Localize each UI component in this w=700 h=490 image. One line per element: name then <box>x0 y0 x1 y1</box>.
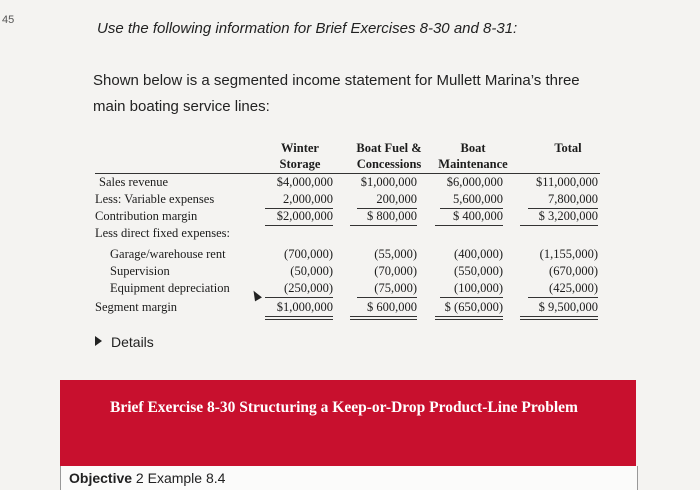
total-rule <box>265 316 333 317</box>
row-label-supervision: Supervision <box>110 264 170 278</box>
cell: $1,000,000 <box>276 300 333 314</box>
column-header-boat-maintenance: Boat Maintenance <box>438 141 508 171</box>
row-label-variable-expenses: Less: Variable expenses <box>95 192 215 206</box>
total-rule <box>350 225 417 226</box>
total-rule <box>435 319 503 320</box>
column-header-total: Total <box>554 141 582 155</box>
lead-text: Shown below is a segmented income statement for Mullett Marina’s three main boating service lines: <box>93 72 580 115</box>
cell: $11,000,000 <box>535 175 598 189</box>
cell: $ 800,000 <box>367 209 417 223</box>
cell: (400,000) <box>454 247 503 261</box>
cell: (70,000) <box>374 264 417 278</box>
objective-text: Objective 2 Example 8.4 <box>69 470 226 486</box>
cell: $1,000,000 <box>360 175 417 189</box>
header-rule <box>95 173 600 174</box>
objective-bar <box>60 466 638 490</box>
exercise-banner <box>60 380 636 466</box>
row-label-equipment-depreciation: Equipment depreciation <box>110 281 230 295</box>
column-header-boat-fuel: Boat Fuel & Concessions <box>356 141 422 171</box>
total-rule <box>357 208 417 209</box>
row-label-segment-margin: Segment margin <box>95 300 178 314</box>
cell: $2,000,000 <box>276 209 333 223</box>
cell: (425,000) <box>549 281 598 295</box>
cell: $4,000,000 <box>276 175 333 189</box>
total-rule <box>520 319 598 320</box>
total-rule <box>520 225 598 226</box>
total-rule <box>528 208 598 209</box>
total-rule <box>435 316 503 317</box>
column-header-winter-storage: Winter Storage <box>279 141 321 171</box>
cell: (55,000) <box>374 247 417 261</box>
intro-text: Use the following information for Brief Exercises 8-30 and 8-31: <box>97 20 518 37</box>
total-rule <box>520 316 598 317</box>
row-label-garage-rent: Garage/warehouse rent <box>110 247 226 261</box>
banner-title: Brief Exercise 8-30 Structuring a Keep-or-Drop Product-Line Problem <box>110 399 578 416</box>
cell: $ 9,500,000 <box>538 300 598 314</box>
cell: 5,600,000 <box>453 192 503 206</box>
row-label-contribution-margin: Contribution margin <box>95 209 198 223</box>
cell: (50,000) <box>290 264 333 278</box>
cell: 7,800,000 <box>548 192 598 206</box>
cell: $ (650,000) <box>444 300 503 314</box>
cell: $ 600,000 <box>367 300 417 314</box>
row-label-fixed-expenses: Less direct fixed expenses: <box>95 226 231 240</box>
page-number: 45 <box>2 14 15 26</box>
cell: $ 3,200,000 <box>538 209 598 223</box>
cell: 2,000,000 <box>283 192 333 206</box>
total-rule <box>440 208 503 209</box>
cell: (670,000) <box>549 264 598 278</box>
total-rule <box>265 319 333 320</box>
cell: (1,155,000) <box>539 247 598 261</box>
cell: $6,000,000 <box>446 175 503 189</box>
row-label-sales: Sales revenue <box>99 175 169 189</box>
total-rule <box>265 297 333 298</box>
total-rule <box>357 297 417 298</box>
cell: (100,000) <box>454 281 503 295</box>
total-rule <box>350 316 417 317</box>
total-rule <box>265 225 333 226</box>
cell: $ 400,000 <box>453 209 503 223</box>
cell: (250,000) <box>284 281 333 295</box>
cell: (75,000) <box>374 281 417 295</box>
cell: (550,000) <box>454 264 503 278</box>
details-toggle[interactable] <box>95 334 154 350</box>
details-label: Details <box>111 334 154 350</box>
total-rule <box>435 225 503 226</box>
total-rule <box>440 297 503 298</box>
total-rule <box>265 208 333 209</box>
total-rule <box>350 319 417 320</box>
cell: 200,000 <box>376 192 417 206</box>
expand-triangle-icon <box>95 336 102 346</box>
total-rule <box>528 297 598 298</box>
cell: (700,000) <box>284 247 333 261</box>
